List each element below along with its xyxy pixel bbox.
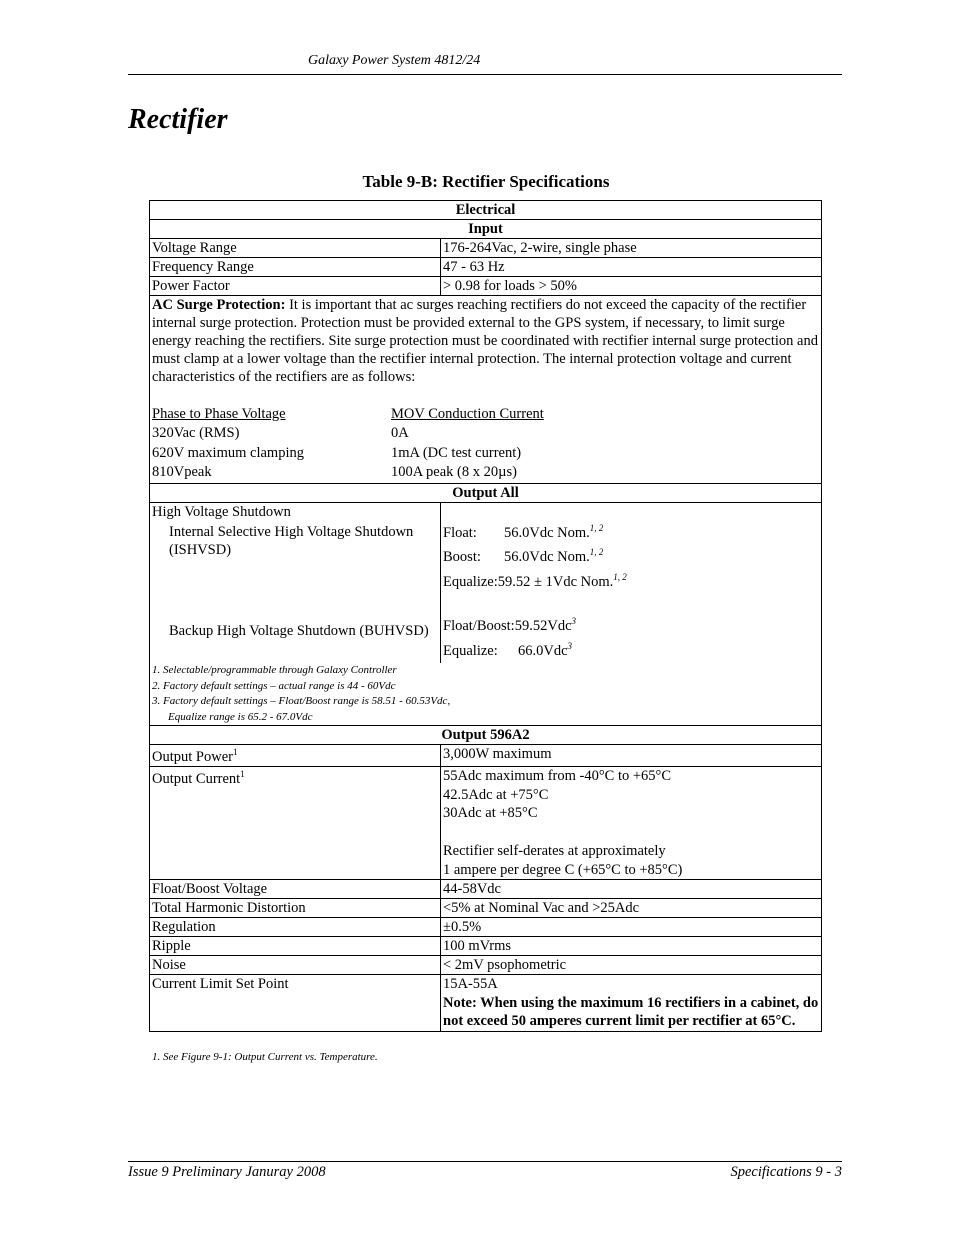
table-row [150,745,822,767]
row-label: Power Factor [150,277,441,296]
output-current-line: 30Adc at +85°C [443,805,538,822]
row-label: Ripple [150,937,441,956]
hv-float-value: 56.0Vdc Nom. [504,525,590,541]
table-row [150,918,822,937]
section-electrical: Electrical [150,201,822,220]
mov-voltage: 620V maximum clamping [152,444,304,461]
footnote-1: 1. Selectable/programmable through Galaxy Controller [152,664,397,676]
hv-floatboost-line [443,617,576,635]
mov-voltage: 320Vac (RMS) [152,425,240,442]
derate-line: 1 ampere per degree C (+65°C to +85°C) [443,861,683,878]
mov-row [152,463,819,483]
derate-line: Rectifier self-derates at approximately [443,842,666,859]
section-input: Input [150,220,822,239]
table-row [150,258,822,277]
row-label: Current Limit Set Point [150,975,441,1032]
row-value [441,767,822,880]
mov-header-row [152,404,819,424]
hv-boost-value: 56.0Vdc Nom. [504,549,590,565]
running-footer [128,1161,842,1180]
row-label: Frequency Range [150,258,441,277]
hv-float-sup: 1, 2 [589,523,604,534]
hv-equalize-sup: 1, 2 [613,572,627,583]
mov-table [152,404,819,482]
hv-equalize-line [443,573,627,591]
row-value: 3,000W maximum [441,745,822,767]
hv-value-cell [441,503,822,664]
table-footnote: 1. See Figure 9-1: Output Current vs. Temperature. [152,1051,378,1063]
hv-eq2-label: Equalize: [443,643,498,659]
mov-current: 1mA (DC test current) [391,444,522,461]
hv-boost-line [443,548,603,566]
mov-col1-header: Phase to Phase Voltage [152,405,286,422]
output-current-line: 55Adc maximum from -40°C to +65°C [443,768,671,784]
surge-text: It is important that ac surges reaching rectifiers do not exceed the capacity of the rectifier internal surge protection. Protection must be provided external to the GPS system, if necessary, to limit surge energy reaching the rectifiers. Site surge protection must be coordinated with rectifier internal surge protection and must clamp at a lower voltage than the rectifier internal protection. The internal protection voltage and current characteristics of the rectifiers are as follows: [152,297,818,385]
table-caption: Table 9-B: Rectifier Specifications [362,172,610,191]
current-limit-value: 15A-55A [443,976,498,993]
row-label: Total Harmonic Distortion [150,899,441,918]
hv-float-line [443,524,603,542]
footer-issue: Issue 9 Preliminary Januray 2008 [128,1164,326,1180]
hv-eq2-sup: 3 [567,641,573,652]
row-value: 100 mVrms [441,937,822,956]
row-value: < 2mV psophometric [441,956,822,975]
row-label: Voltage Range [150,239,441,258]
table-row [150,975,822,1032]
output-power-label: Output Power [152,749,233,765]
hv-eq2-value: 66.0Vdc [518,643,568,659]
hv-label-cell [150,503,441,664]
hv-equalize2-line [443,642,572,660]
output-current-line: 42.5Adc at +75°C [443,786,549,803]
mov-row [152,443,819,463]
row-label [150,745,441,767]
row-value: <5% at Nominal Vac and >25Adc [441,899,822,918]
mov-row [152,424,819,444]
mov-current: 0A [391,425,409,442]
hv-float-label: Float: [443,525,477,541]
mov-voltage: 810Vpeak [152,464,212,481]
mov-col2-header: MOV Conduction Current [391,405,544,422]
header-title: Galaxy Power System 4812/24 [308,53,481,68]
current-limit-note: Note: When using the maximum 16 rectifiers in a cabinet, do not exceed 50 amperes current limit per rectifier at 65°C. [443,994,819,1030]
output-current-sup: 1 [240,769,245,780]
table-row [150,899,822,918]
row-label: Float/Boost Voltage [150,880,441,899]
row-label [150,767,441,880]
hv-boost-sup: 1, 2 [589,547,604,558]
footer-page: Specifications 9 - 3 [730,1164,842,1180]
row-value: > 0.98 for loads > 50% [441,277,822,296]
row-value [441,975,822,1032]
table-row [150,880,822,899]
hv-equalize-label: Equalize: [443,574,498,590]
footnote-2: 2. Factory default settings – actual range is 44 - 60Vdc [152,679,396,692]
hv-shutdown-row [150,503,822,664]
rectifier-spec-table [149,200,822,1032]
output-power-sup: 1 [232,747,238,758]
surge-paragraph [152,296,819,386]
running-header [128,52,842,75]
hv-title: High Voltage Shutdown [152,504,291,520]
section-output-596a2: Output 596A2 [150,726,822,745]
row-value: 47 - 63 Hz [441,258,822,277]
table-row [150,767,822,880]
row-label: Noise [150,956,441,975]
table-row [150,277,822,296]
table-row [150,937,822,956]
output-current-label: Output Current [152,771,241,787]
table-row [150,239,822,258]
hv-equalize-value: 59.52 ± 1Vdc Nom. [497,574,614,590]
row-value: 44-58Vdc [441,880,822,899]
ishvsd-label: Internal Selective High Voltage Shutdown (ISHVSD) [169,524,414,558]
section-output-all: Output All [150,484,822,503]
hv-fb-sup: 3 [571,616,577,627]
row-label: Regulation [150,918,441,937]
hv-boost-label: Boost: [443,549,481,565]
surge-title: AC Surge Protection: [152,297,286,313]
buhvsd-label: Backup High Voltage Shutdown (BUHVSD) [169,623,429,639]
hv-footnotes [150,663,822,726]
table-row [150,956,822,975]
mov-current: 100A peak (8 x 20µs) [391,464,517,481]
footnote-3: 3. Factory default settings – Float/Boost range is 58.51 - 60.53Vdc, [152,695,451,707]
surge-protection-cell [150,296,822,484]
footnote-3-cont: Equalize range is 65.2 - 67.0Vdc [168,710,313,723]
row-value: 176-264Vac, 2-wire, single phase [441,239,822,258]
page-title: Rectifier [128,104,228,135]
hv-fb-label: Float/Boost: [443,618,515,634]
row-value: ±0.5% [441,918,822,937]
hv-fb-value: 59.52Vdc [514,618,572,634]
